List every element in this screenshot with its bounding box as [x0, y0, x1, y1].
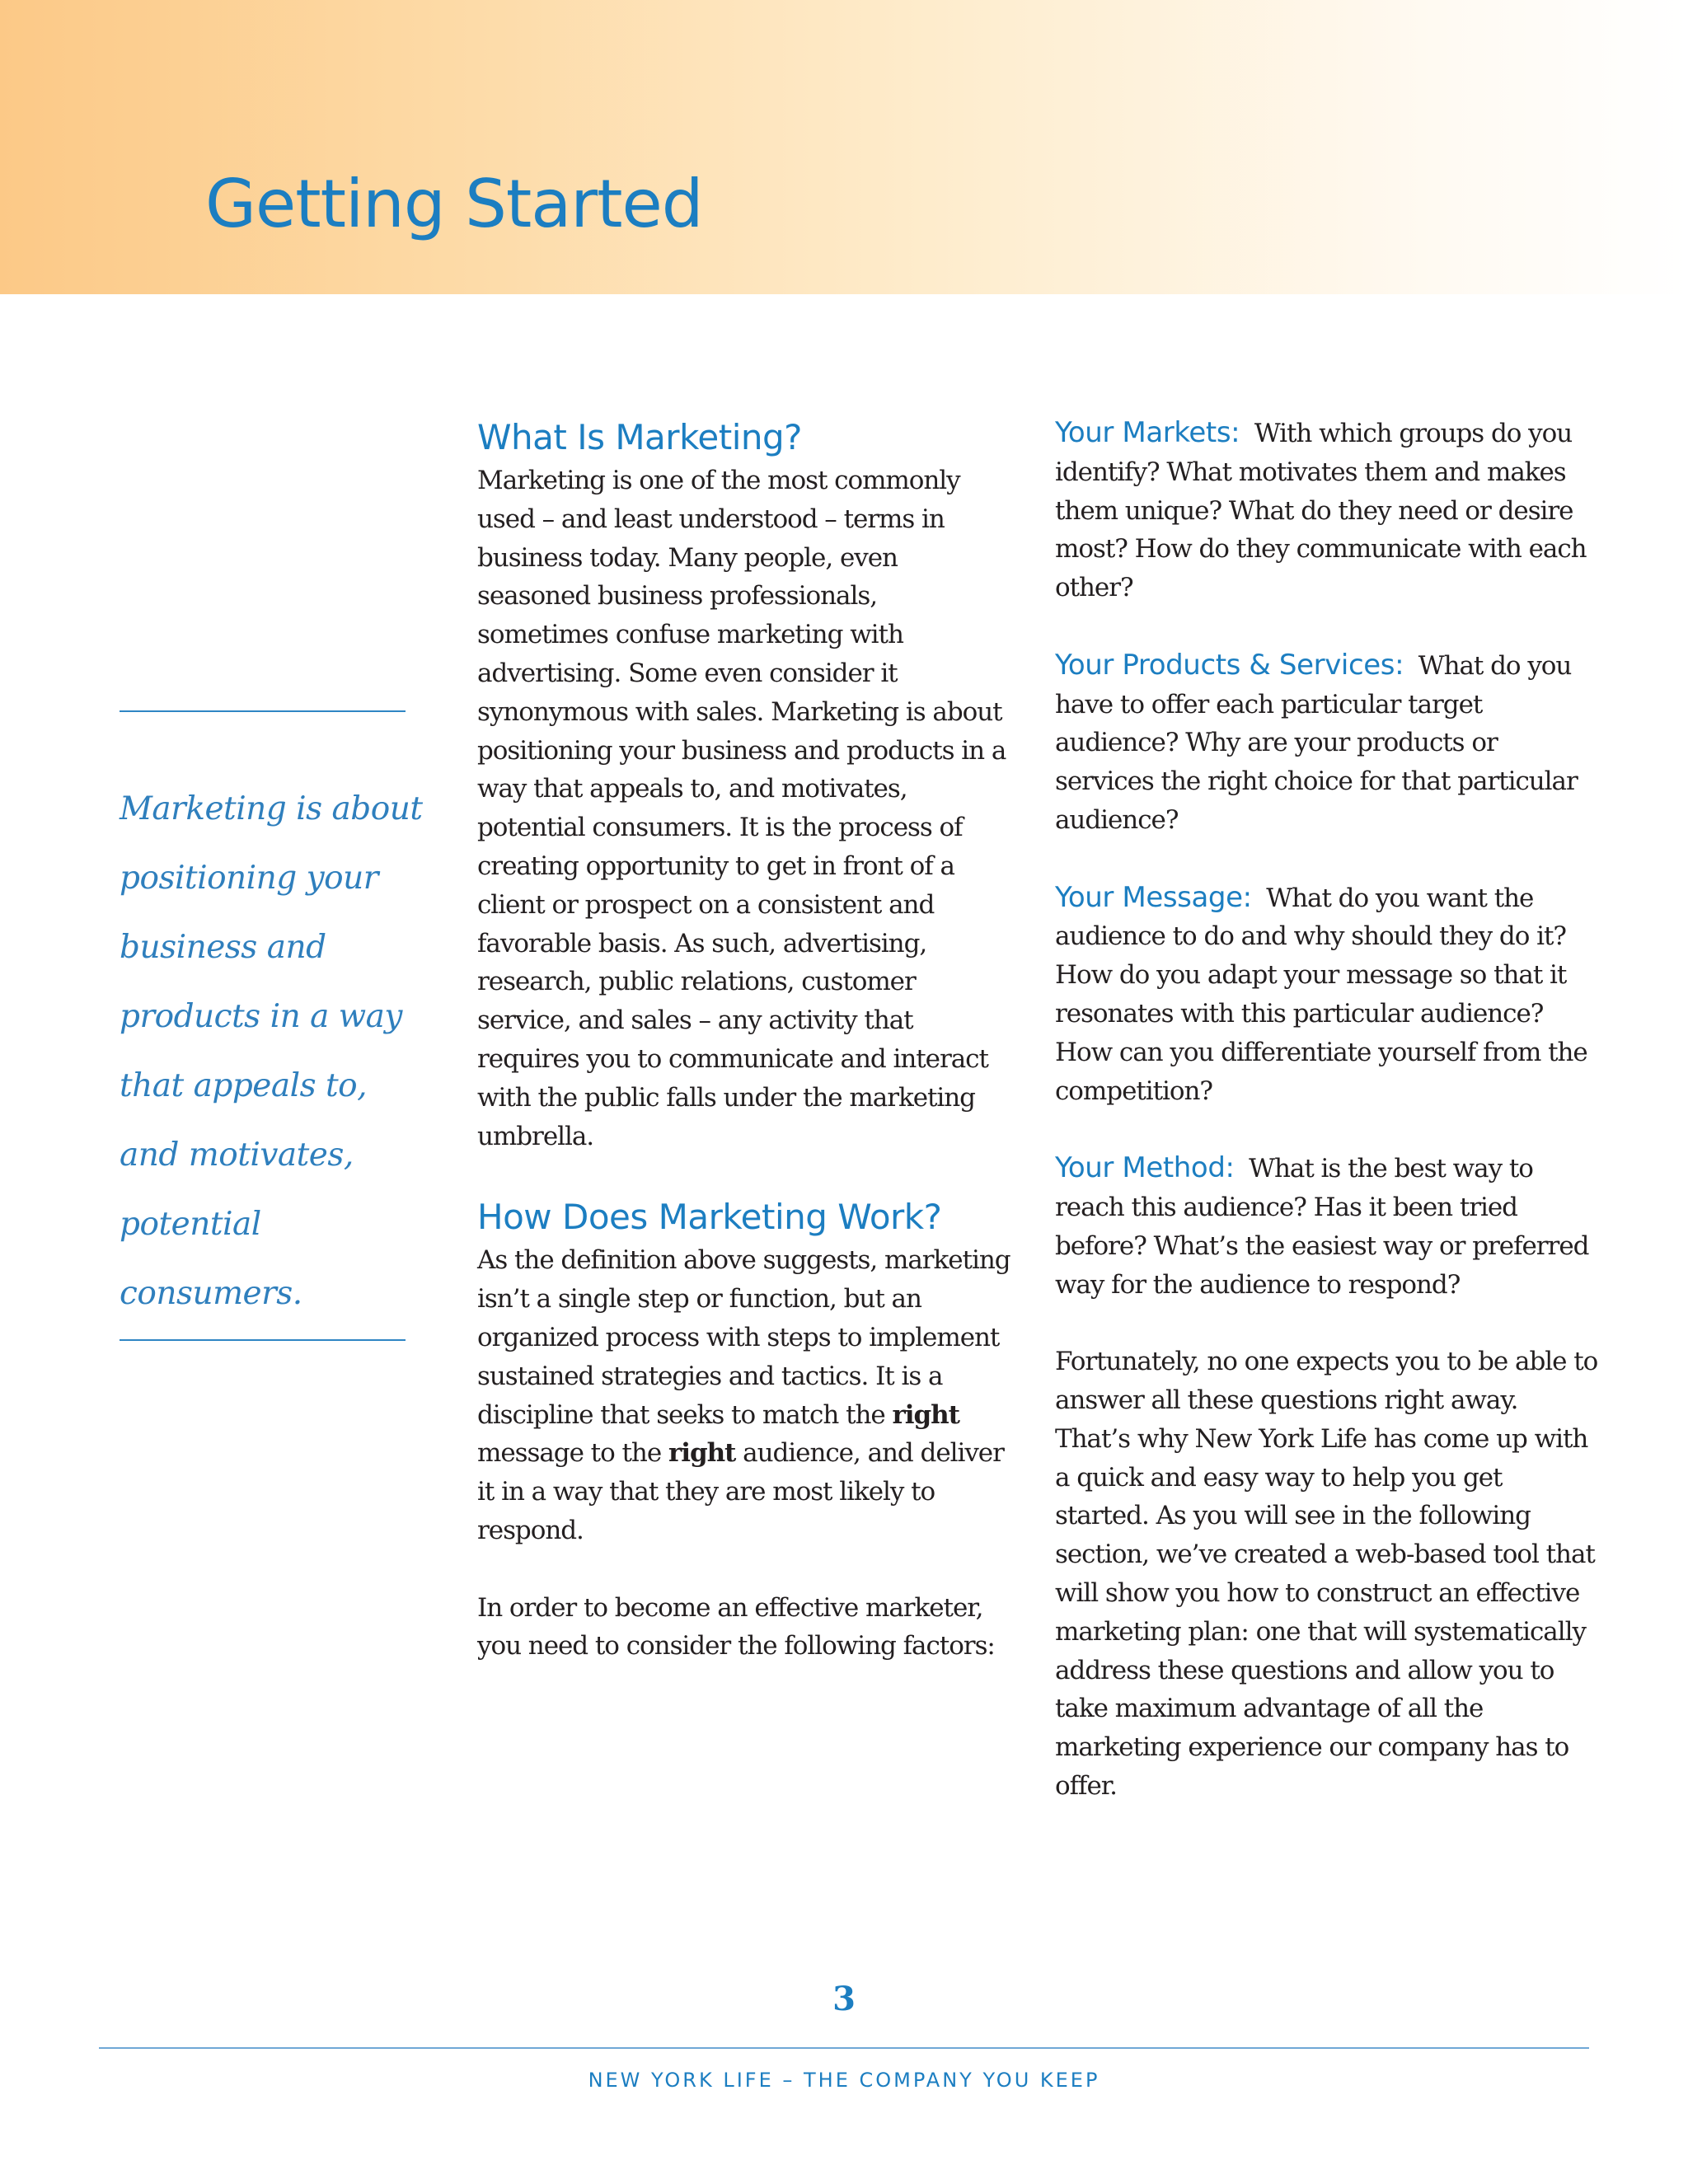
- factor-markets-text: With which groups do you identify? What motivates them and makes them unique? What do they need or desire most? How do they communicate with each other?: [1055, 419, 1587, 603]
- how-body-part1: As the definition above suggests, marketing isn’t a single step or function, but an organized process with steps to implement sustained strategies and tactics. It is a discipline that seeks to match the: [477, 1245, 1010, 1430]
- factor-products-label: Your Products & Services:: [1055, 648, 1404, 682]
- footer-rule: [99, 2047, 1589, 2049]
- middle-column: [477, 414, 1013, 1666]
- factor-method: [1055, 1149, 1599, 1304]
- emphasis-right-1: right: [892, 1399, 959, 1430]
- pull-quote-top-rule: [120, 710, 406, 712]
- factor-method-text: What is the best way to reach this audience? Has it been tried before? What’s the easiest way or preferred way for the audience to respond?: [1055, 1154, 1589, 1300]
- header-banner: [0, 0, 1688, 294]
- factors-intro: In order to become an effective marketer, you need to consider the following factors:: [477, 1592, 995, 1661]
- how-body-part2: message to the: [477, 1438, 668, 1469]
- page-title: Getting Started: [205, 166, 703, 242]
- how-body-part3: audience, and deliver it in a way that they are most likely to respond.: [477, 1438, 1004, 1545]
- how-marketing-works-heading: How Does Marketing Work?: [477, 1197, 942, 1238]
- factor-message: [1055, 879, 1599, 1111]
- pull-quote: Marketing is about positioning your business and products in a way that appeals to, and motivates, potential consumers.: [120, 790, 423, 1312]
- page-number: 3: [832, 1980, 856, 2018]
- right-column: [1055, 414, 1599, 1806]
- factor-markets-label: Your Markets:: [1055, 416, 1240, 449]
- factor-products-services: [1055, 646, 1599, 840]
- emphasis-right-2: right: [668, 1438, 736, 1469]
- factor-message-label: Your Message:: [1055, 880, 1252, 914]
- factor-products-text: What do you have to offer each particular target audience? Why are your products or services the right choice for that particular audience?: [1055, 650, 1578, 835]
- how-marketing-works-body: [477, 1241, 1013, 1549]
- factor-message-text: What do you want the audience to do and why should they do it? How do you adapt your message so that it resonates with this particular audience? How can you differentiate yourself from the competition?: [1055, 883, 1587, 1106]
- footer-tagline: NEW YORK LIFE – THE COMPANY YOU KEEP: [588, 2069, 1100, 2092]
- factor-markets: [1055, 414, 1599, 607]
- pull-quote-bottom-rule: [120, 1339, 406, 1341]
- what-is-marketing-body: Marketing is one of the most commonly used – and least understood – terms in business today. Many people, even seasoned business professionals, sometimes confuse marketing with advertising. Some even consider it synonymous with sales. Marketing is about positioning your business and products in a way that appeals to, and motivates, potential consumers. It is the process of creating opportunity to get in front of a client or prospect on a consistent and favorable basis. As such, advertising, research, public relations, customer service, and sales – any activity that requires you to communicate and interact with the public falls under the marketing umbrella.: [477, 466, 1006, 1151]
- factor-method-label: Your Method:: [1055, 1151, 1235, 1185]
- what-is-marketing-heading: What Is Marketing?: [477, 417, 802, 457]
- closing-paragraph: Fortunately, no one expects you to be able to answer all these questions right away. That’s why New York Life has come up with a quick and easy way to help you get started. As you will see in the following section, we’ve created a web-based tool that will show you how to construct an effective marketing plan: one that will systematically address these questions and allow you to take maximum advantage of all the marketing experience our company has to offer.: [1055, 1347, 1598, 1801]
